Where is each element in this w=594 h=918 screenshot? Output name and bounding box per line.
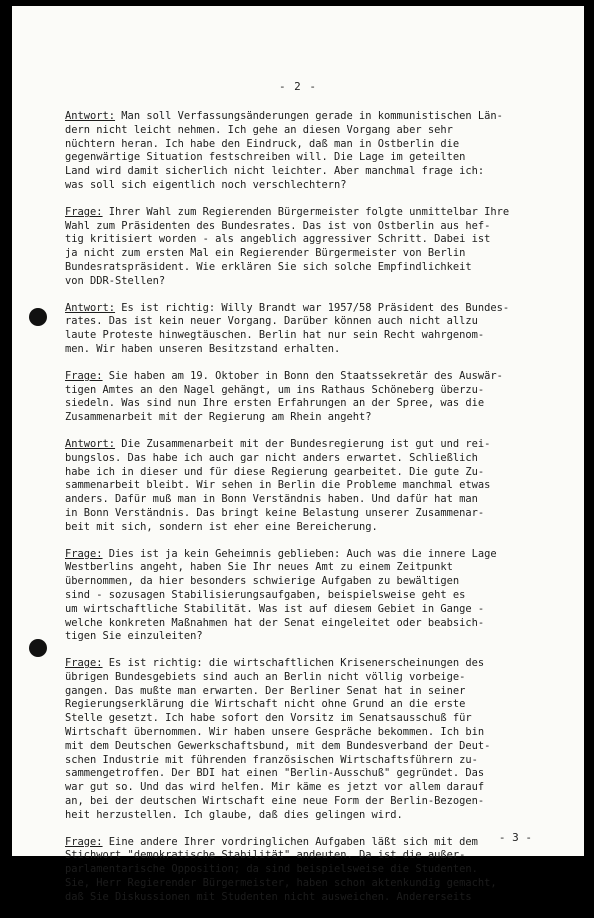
interview-paragraph — [65, 438, 570, 535]
text-line: sammengetroffen. Der BDI hat einen "Berlin-Ausschuß" gegründet. Das — [65, 767, 485, 780]
speaker-label: Frage: — [65, 835, 103, 848]
text-line — [65, 206, 570, 220]
text-line: dern nicht leicht nehmen. Ich gehe an diesen Vorgang aber sehr — [65, 123, 453, 136]
document-body — [65, 110, 570, 918]
line-text: Es ist richtig: die wirtschaftlichen Krisenerscheinungen des — [102, 657, 485, 670]
interview-paragraph — [65, 302, 570, 357]
text-line: Land wird damit sicherlich nicht leichter. Aber manchmal frage ich: — [65, 165, 485, 178]
text-line: was soll sich eigentlich noch verschlechtern? — [65, 178, 347, 191]
text-line: sind - sozusagen Stabilisierungsaufgaben, beispielsweise geht es — [65, 588, 466, 601]
interview-paragraph — [65, 370, 570, 425]
text-line: schen Industrie mit führenden französischen Wirtschaftsführern zu- — [65, 753, 478, 766]
text-line — [65, 438, 570, 452]
text-line: Westberlins angeht, haben Sie Ihr neues Amt zu einem Zeitpunkt — [65, 561, 453, 574]
text-line: von DDR-Stellen? — [65, 274, 166, 287]
interview-paragraph — [65, 206, 570, 289]
text-line: mit dem Deutschen Gewerkschaftsbund, mit dem Bundesverband der Deut- — [65, 739, 491, 752]
text-line: Stichwort "demokratische Stabilität" andeuten. Da ist die außer- — [65, 849, 466, 862]
text-line: ja nicht zum ersten Mal ein Regierender Bürgermeister von Berlin — [65, 247, 466, 260]
speaker-label: Antwort: — [65, 437, 116, 450]
text-line: Wahl zum Präsidenten des Bundesrates. Das ist von Ostberlin aus hef- — [65, 219, 491, 232]
text-line — [65, 370, 570, 384]
text-line: laute Proteste hinwegtäuschen. Berlin hat nur sein Recht wahrgenom- — [65, 329, 485, 342]
text-line: gegenwärtige Situation festschreiben will. Die Lage im geteilten — [65, 151, 466, 164]
text-line: war gut so. Und das wird helfen. Mir käme es jetzt vor allem darauf — [65, 781, 485, 794]
text-line: an, bei der deutschen Wirtschaft eine neue Form der Berlin-Bezogen- — [65, 795, 485, 808]
text-line: tigen Sie einzuleiten? — [65, 630, 203, 643]
punch-hole — [29, 639, 47, 657]
text-line: heit herzustellen. Ich glaube, daß dies gelingen wird. — [65, 808, 403, 821]
text-line: daß Sie Diskussionen mit Studenten nicht ausweichen. Andererseits — [65, 890, 472, 903]
text-line: gangen. Das mußte man erwarten. Der Berliner Senat hat in seiner — [65, 684, 466, 697]
line-text: Die Zusammenarbeit mit der Bundesregierung ist gut und rei- — [115, 437, 491, 450]
text-line — [65, 657, 570, 671]
text-line: siedeln. Was sind nun Ihre ersten Erfahrungen an der Spree, was die — [65, 397, 485, 410]
line-text: Man soll Verfassungsänderungen gerade in kommunistischen Län- — [115, 110, 503, 122]
page-number: - 2 - — [278, 80, 318, 93]
text-line: tig kritisiert worden - als angeblich aggressiver Schritt. Dabei ist — [65, 233, 491, 246]
text-line — [65, 836, 570, 850]
text-line: Bundesratspräsident. Wie erklären Sie sich solche Empfindlichkeit — [65, 260, 472, 273]
text-line: bungslos. Das habe ich auch gar nicht anders erwartet. Schließlich — [65, 451, 478, 464]
text-line: Stelle gesetzt. Ich habe sofort den Vorsitz im Senatsausschuß für — [65, 712, 472, 725]
interview-paragraph — [65, 548, 570, 645]
text-line: beit mit sich, sondern ist eher eine Bereicherung. — [65, 520, 378, 533]
text-line: Wirtschaft übernommen. Wir haben unsere Gespräche bekommen. Ich bin — [65, 726, 485, 739]
text-line: habe ich in dieser und für diese Regierung gearbeitet. Die gute Zu- — [65, 465, 485, 478]
text-line: Sie, Herr Regierender Bürgermeister, haben schon aktenkundig gemacht, — [65, 877, 497, 890]
interview-paragraph — [65, 110, 570, 193]
text-line: übrigen Bundesgebiets sind auch an Berlin nicht völlig vorbeige- — [65, 670, 466, 683]
speaker-label: Frage: — [65, 205, 103, 218]
line-text: Dies ist ja kein Geheimnis geblieben: Auch was die innere Lage — [102, 547, 497, 560]
next-page-number: - 3 - — [498, 831, 532, 844]
speaker-label: Antwort: — [65, 301, 116, 314]
line-text: Sie haben am 19. Oktober in Bonn den Staatssekretär des Auswär- — [102, 369, 503, 382]
speaker-label: Frage: — [65, 547, 103, 560]
text-line: um wirtschaftliche Stabilität. Was ist auf diesem Gebiet in Gange - — [65, 602, 485, 615]
line-text: Es ist richtig: Willy Brandt war 1957/58 Präsident des Bundes- — [115, 301, 510, 314]
text-line: rates. Das ist kein neuer Vorgang. Darüber können auch nicht allzu — [65, 315, 478, 328]
text-line: Zusammenarbeit mit der Regierung am Rhein angeht? — [65, 411, 372, 424]
text-line: men. Wir haben unseren Besitzstand erhalten. — [65, 342, 341, 355]
text-line: tigen Amtes an den Nagel gehängt, um ins Rathaus Schöneberg überzu- — [65, 383, 485, 396]
text-line: sammenarbeit bleibt. Wir sehen in Berlin die Probleme manchmal etwas — [65, 479, 491, 492]
text-line: übernommen, da hier besonders schwierige Aufgaben zu bewältigen — [65, 575, 460, 588]
speaker-label: Frage: — [65, 657, 103, 670]
interview-paragraph — [65, 657, 570, 823]
text-line: in Bonn Verständnis. Das bringt keine Belastung unserer Zusammenar- — [65, 506, 485, 519]
text-line — [65, 302, 570, 316]
text-line: anders. Dafür muß man in Bonn Verständnis haben. Und dafür hat man — [65, 493, 478, 506]
speaker-label: Frage: — [65, 369, 103, 382]
text-line: Regierungserklärung die Wirtschaft nicht ohne Grund an die erste — [65, 698, 466, 711]
text-line: nüchtern heran. Ich habe den Eindruck, daß man in Ostberlin die — [65, 137, 460, 150]
punch-hole — [29, 308, 47, 326]
document-page — [12, 6, 584, 903]
line-text: Eine andere Ihrer vordringlichen Aufgaben läßt sich mit dem — [102, 835, 478, 848]
text-line — [65, 548, 570, 562]
text-line: welche konkreten Maßnahmen hat der Senat eingeleitet oder beabsich- — [65, 616, 485, 629]
line-text: Ihrer Wahl zum Regierenden Bürgermeister folgte unmittelbar Ihre — [102, 205, 510, 218]
text-line — [65, 110, 570, 124]
text-line: parlamentarische Opposition; da sind beispielsweise die Studenten. — [65, 863, 478, 876]
interview-paragraph — [65, 836, 570, 905]
speaker-label: Antwort: — [65, 110, 116, 122]
